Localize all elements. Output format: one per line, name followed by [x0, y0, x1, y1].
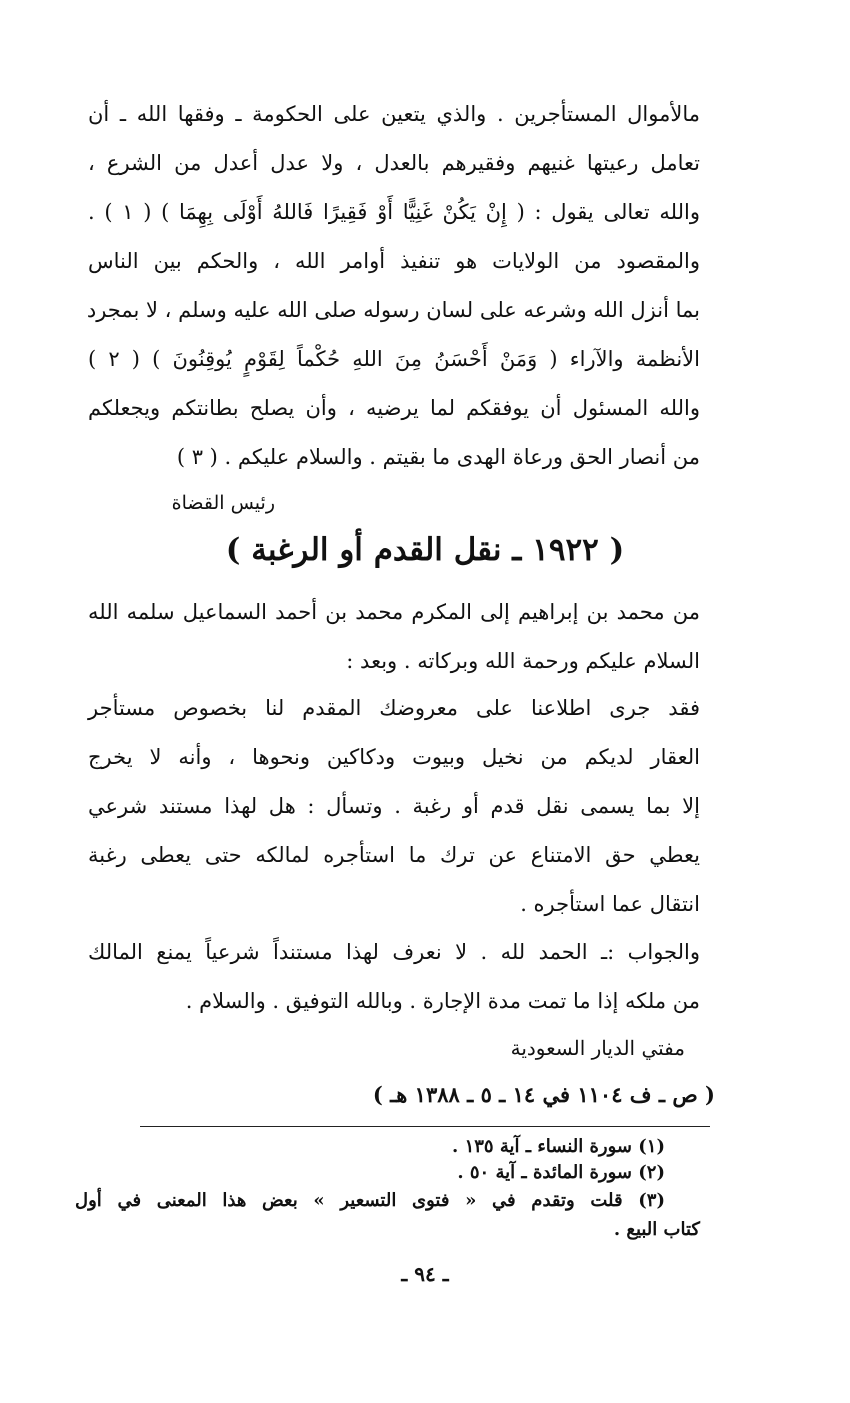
text-line: السلام عليكم ورحمة الله وبركاته . وبعد :	[346, 649, 700, 673]
text-line: والجواب :ـ الحمد لله . لا نعرف لهذا مستنداً شرعياً يمنع المالك	[88, 940, 700, 964]
text-line: انتقال عما استأجره .	[520, 892, 700, 916]
footnote-3-continuation: كتاب البيع .	[613, 1219, 700, 1240]
text-line: الأنظمة والآراء ( وَمَنْ أَحْسَنُ مِنَ اللهِ حُكْماً لِقَوْمٍ يُوقِنُونَ ) ( ٢ )	[88, 347, 700, 371]
text-line: إلا بما يسمى نقل قدم أو رغبة . وتسأل : هل لهذا مستند شرعي	[88, 794, 700, 818]
text-line: من ملكه إذا ما تمت مدة الإجارة . وبالله التوفيق . والسلام .	[185, 989, 700, 1013]
text-line: يعطي حق الامتناع عن ترك ما استأجره لمالكه حتى يعطى رغبة	[88, 843, 700, 867]
text-line: والمقصود من الولايات هو تنفيذ أوامر الله ، والحكم بين الناس	[88, 249, 700, 273]
paragraph-question	[88, 684, 700, 929]
signature-chief-judge: رئيس القضاة	[171, 492, 275, 514]
paragraph-intro	[88, 90, 700, 482]
section-title: ( ١٩٢٢ ـ نقل القدم أو الرغبة )	[225, 532, 625, 568]
paragraph-greeting	[88, 588, 700, 686]
reference-number: ( ص ـ ف ١١٠٤ في ١٤ ـ ٥ ـ ١٣٨٨ هـ )	[372, 1082, 715, 1107]
footnote-3: (٣) قلت وتقدم في « فتوى التسعير » بعض هذا المعنى في أول	[75, 1190, 665, 1211]
paragraph-answer	[88, 928, 700, 1026]
signature-mufti: مفتي الديار السعودية	[510, 1036, 685, 1060]
text-line: من أنصار الحق ورعاة الهدى ما بقيتم . والسلام عليكم . ( ٣ )	[176, 445, 700, 469]
text-line: بما أنزل الله وشرعه على لسان رسوله صلى الله عليه وسلم ، لا بمجرد	[86, 298, 700, 322]
footnote-divider	[140, 1126, 710, 1127]
text-line: العقار لديكم من نخيل وبيوت ودكاكين ونحوها ، وأنه لا يخرج	[88, 745, 700, 769]
text-line: فقد جرى اطلاعنا على معروضك المقدم لنا بخصوص مستأجر	[88, 696, 700, 720]
text-line: تعامل رعيتها غنيهم وفقيرهم بالعدل ، ولا عدل أعدل من الشرع ،	[88, 151, 700, 175]
text-line: مالأموال المستأجرين . والذي يتعين على الحكومة ـ وفقها الله ـ أن	[88, 102, 700, 126]
page-number: ـ ٩٤ ـ	[401, 1262, 449, 1286]
text-line: والله المسئول أن يوفقكم لما يرضيه ، وأن يصلح بطانتكم ويجعلكم	[88, 396, 700, 420]
text-line: والله تعالى يقول : ( إِنْ يَكُنْ غَنِيًّا أَوْ فَقِيرًا فَاللهُ أَوْلَى بِهِمَا ) ( ١ ) .	[88, 200, 701, 224]
text-line: من محمد بن إبراهيم إلى المكرم محمد بن أحمد السماعيل سلمه الله	[88, 600, 700, 624]
footnote-2: (٢) سورة المائدة ـ آية ٥٠ .	[457, 1162, 665, 1183]
footnote-1: (١) سورة النساء ـ آية ١٣٥ .	[452, 1136, 665, 1157]
